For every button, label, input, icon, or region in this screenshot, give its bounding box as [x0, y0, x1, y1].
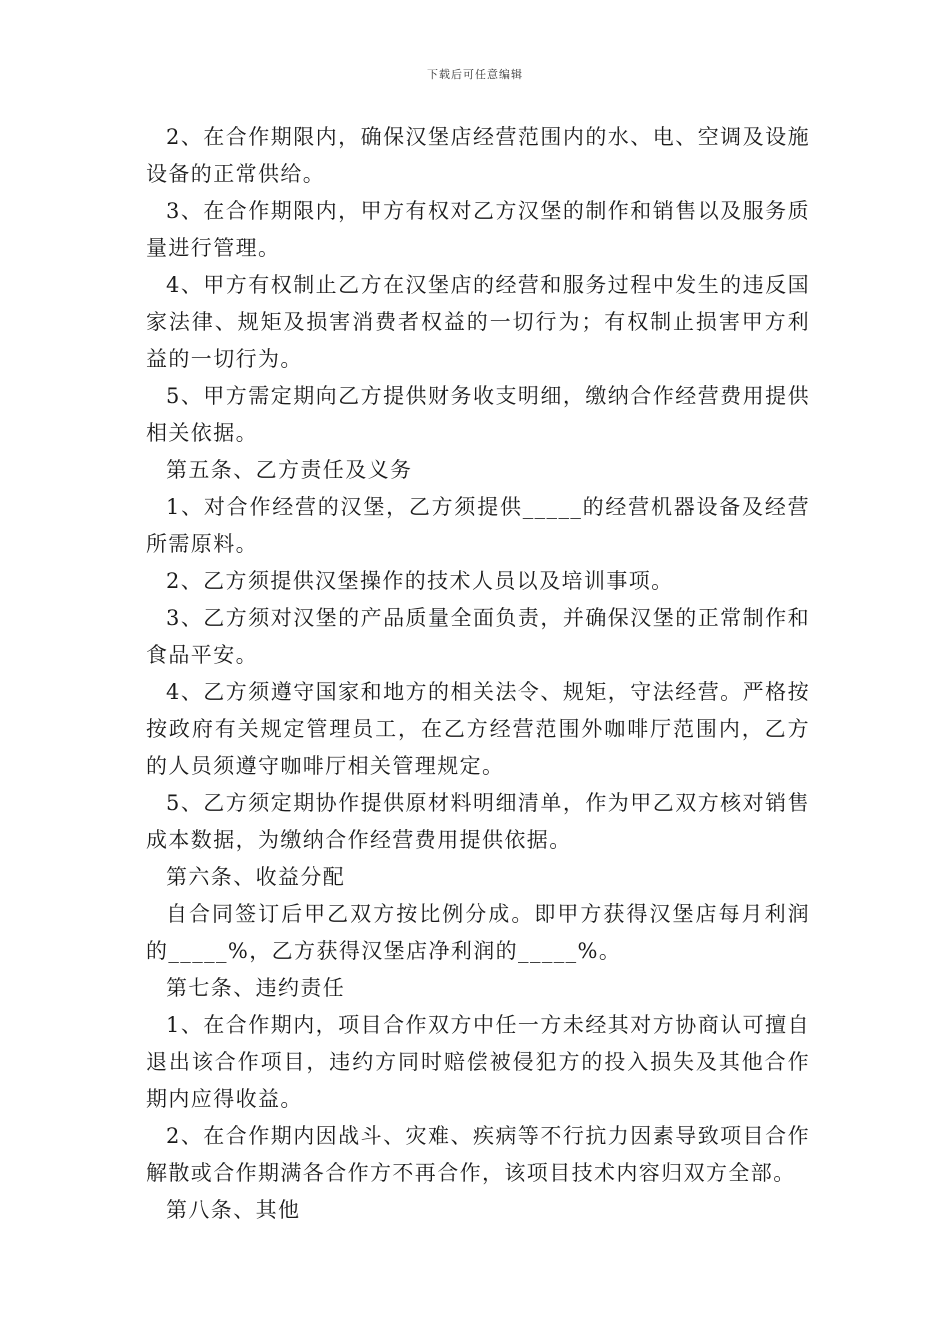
paragraph: 2、在合作期限内，确保汉堡店经营范围内的水、电、空调及设施设备的正常供给。	[146, 125, 810, 186]
section-heading: 第八条、其他	[166, 1198, 301, 1222]
section-heading: 第五条、乙方责任及义务	[166, 458, 413, 482]
paragraph: 5、甲方需定期向乙方提供财务收支明细，缴纳合作经营费用提供相关依据。	[146, 384, 810, 445]
section-heading: 第六条、收益分配	[166, 865, 346, 889]
section-heading: 第七条、违约责任	[166, 976, 346, 1000]
paragraph: 2、乙方须提供汉堡操作的技术人员以及培训事项。	[166, 569, 674, 593]
paragraph: 1、在合作期内，项目合作双方中任一方未经其对方协商认可擅自退出该合作项目，违约方同时赔偿被侵犯方的投入损失及其他合作期内应得收益。	[146, 1013, 810, 1111]
paragraph: 3、在合作期限内，甲方有权对乙方汉堡的制作和销售以及服务质量进行管理。	[146, 199, 810, 260]
paragraph: 4、甲方有权制止乙方在汉堡店的经营和服务过程中发生的违反国家法律、规矩及损害消费者权益的一切行为；有权制止损害甲方利益的一切行为。	[146, 273, 810, 371]
paragraph: 5、乙方须定期协作提供原材料明细清单，作为甲乙双方核对销售成本数据，为缴纳合作经营费用提供依据。	[146, 791, 810, 852]
document-body	[146, 119, 810, 1229]
paragraph: 1、对合作经营的汉堡，乙方须提供_____的经营机器设备及经营所需原料。	[146, 495, 810, 556]
paragraph: 4、乙方须遵守国家和地方的相关法令、规矩，守法经营。严格按按政府有关规定管理员工，在乙方经营范围外咖啡厅范围内，乙方的人员须遵守咖啡厅相关管理规定。	[146, 680, 810, 778]
paragraph: 自合同签订后甲乙双方按比例分成。即甲方获得汉堡店每月利润的_____%，乙方获得汉堡店净利润的_____%。	[146, 902, 810, 963]
paragraph: 3、乙方须对汉堡的产品质量全面负责，并确保汉堡的正常制作和食品平安。	[146, 606, 810, 667]
paragraph: 2、在合作期内因战斗、灾难、疾病等不行抗力因素导致项目合作解散或合作期满各合作方不再合作，该项目技术内容归双方全部。	[146, 1124, 810, 1185]
page-header: 下载后可任意编辑	[427, 68, 523, 81]
